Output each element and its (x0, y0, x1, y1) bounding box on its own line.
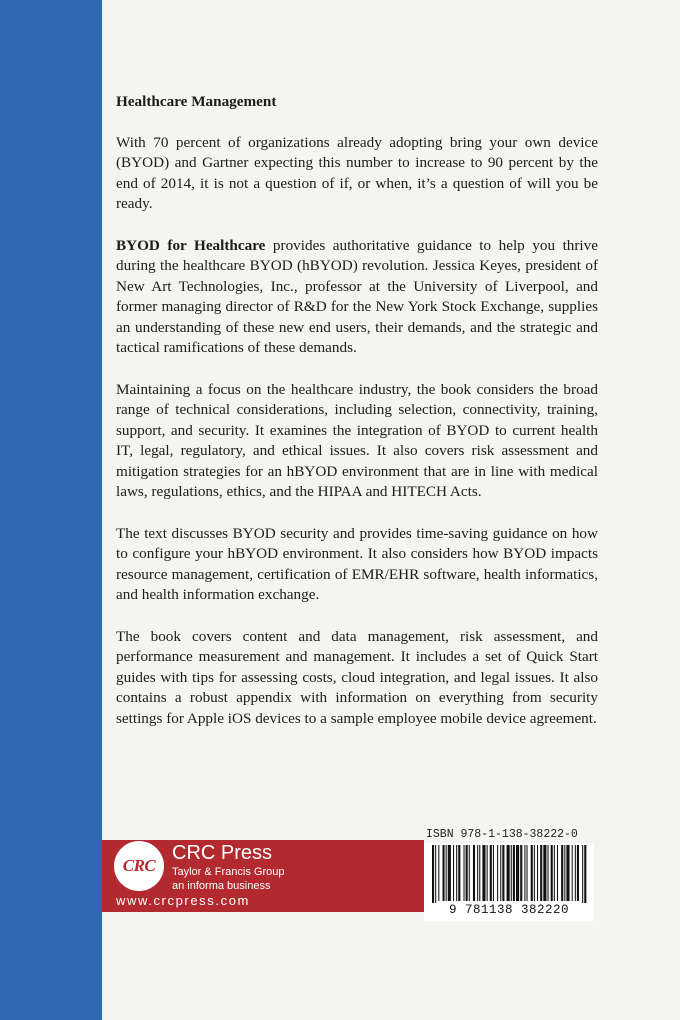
barcode-bar (520, 845, 522, 901)
barcode-bar (493, 845, 494, 901)
crc-logo-text: CRC (122, 856, 156, 875)
barcode-bar (531, 845, 533, 901)
barcode-bar (561, 845, 563, 901)
barcode-bar (458, 845, 460, 901)
publisher-url[interactable]: www.crcpress.com (116, 893, 250, 908)
crc-logo (114, 841, 164, 891)
barcode-bar (497, 845, 498, 901)
barcode-bar (575, 845, 576, 901)
barcode-bar (473, 845, 475, 901)
paragraph-overview (116, 236, 598, 359)
publisher-name: CRC Press (172, 842, 273, 864)
barcode-bar (551, 845, 553, 901)
book-title: BYOD for Healthcare (116, 236, 266, 254)
barcode-bar (435, 845, 436, 903)
barcode-bar (456, 845, 457, 901)
back-cover-text (116, 92, 598, 750)
barcode-bar (554, 845, 555, 901)
barcode-bar (464, 845, 465, 901)
barcode-bar (453, 845, 454, 901)
overview-text: provides authoritative guidance to help you thrive during the healthcare BYOD (hBYOD) revolution. Jessica Keyes, president of New Art Technologies, Inc., professor at the University of Liverpool, and former managing director of R&D for the New York Stock Exchange, supplies an understanding of these new end users, their demands, and the strategic and tactical ramifications of these demands. (116, 236, 598, 356)
barcode-bar (466, 845, 468, 901)
paragraph-focus: Maintaining a focus on the healthcare industry, the book considers the broad range of technical considerations, including selection, connectivity, training, support, and security. It examines the integration of BYOD to current health IT, legal, regulatory, and ethical issues. It also covers risk assessment and mitigation strategies for an hBYOD environment that are in line with medical laws, regulations, ethics, and the HIPAA and HITECH Acts. (116, 380, 598, 500)
barcode-bar (507, 845, 510, 901)
barcode-bar (446, 845, 447, 901)
barcode-digits: 9 781138 382220 (448, 903, 570, 917)
barcode-bar (487, 845, 488, 901)
barcode-bar (482, 845, 485, 901)
paragraph-security: The text discusses BYOD security and provides time-saving guidance on how to configure your hBYOD environment. It also considers how BYOD impacts resource management, certification of EMR/EHR software, health informatics, and health information exchange. (116, 524, 598, 603)
barcode-bar (432, 845, 434, 903)
isbn-label: ISBN 978-1-138-38222-0 (426, 828, 578, 841)
publisher-tagline: an informa business (172, 880, 271, 892)
barcode-bar (511, 845, 512, 901)
publisher-group: Taylor & Francis Group (172, 866, 285, 878)
barcode-bar (582, 845, 583, 903)
barcode-bar (557, 845, 558, 901)
barcode-bar (500, 845, 501, 901)
barcode-bar (502, 845, 504, 901)
paragraph-intro: With 70 percent of organizations already adopting bring your own device (BYOD) and Gartner expecting this number to increase to 90 percent by the end of 2014, it is not a question of if, or when, it’s a question of will you be ready. (116, 133, 598, 212)
barcode-bar (548, 845, 549, 901)
barcode-bar (537, 845, 538, 901)
barcode-bar (572, 845, 573, 901)
barcode-bar (513, 845, 515, 901)
barcode-bar (443, 845, 445, 901)
barcode-bar (479, 845, 480, 901)
paragraph-coverage: The book covers content and data management, risk assessment, and performance measurement and management. It includes a set of Quick Start guides with tips for assessing costs, cloud integration, and legal issues. It also contains a robust appendix with information on everything from security settings for Apple iOS devices to a sample employee mobile device agreement. (116, 627, 598, 727)
category-label: Healthcare Management (116, 93, 277, 110)
publisher-brand (172, 842, 284, 893)
spine-stripe (0, 0, 102, 1020)
barcode-bar (469, 845, 470, 901)
barcode-bar (566, 845, 569, 901)
barcode-bar (477, 845, 478, 901)
barcode-bar (448, 845, 451, 901)
barcode-bars (424, 843, 594, 903)
barcode-bar (540, 845, 542, 901)
barcode-bar (543, 845, 546, 901)
barcode-bar (584, 845, 586, 903)
barcode-bar (490, 845, 492, 901)
barcode-bar (516, 845, 519, 901)
barcode-bar (534, 845, 535, 901)
barcode-bar (527, 845, 528, 901)
barcode-bar (524, 845, 525, 901)
barcode-bar (564, 845, 565, 901)
barcode-bar (577, 845, 579, 901)
barcode-bar (438, 845, 439, 901)
